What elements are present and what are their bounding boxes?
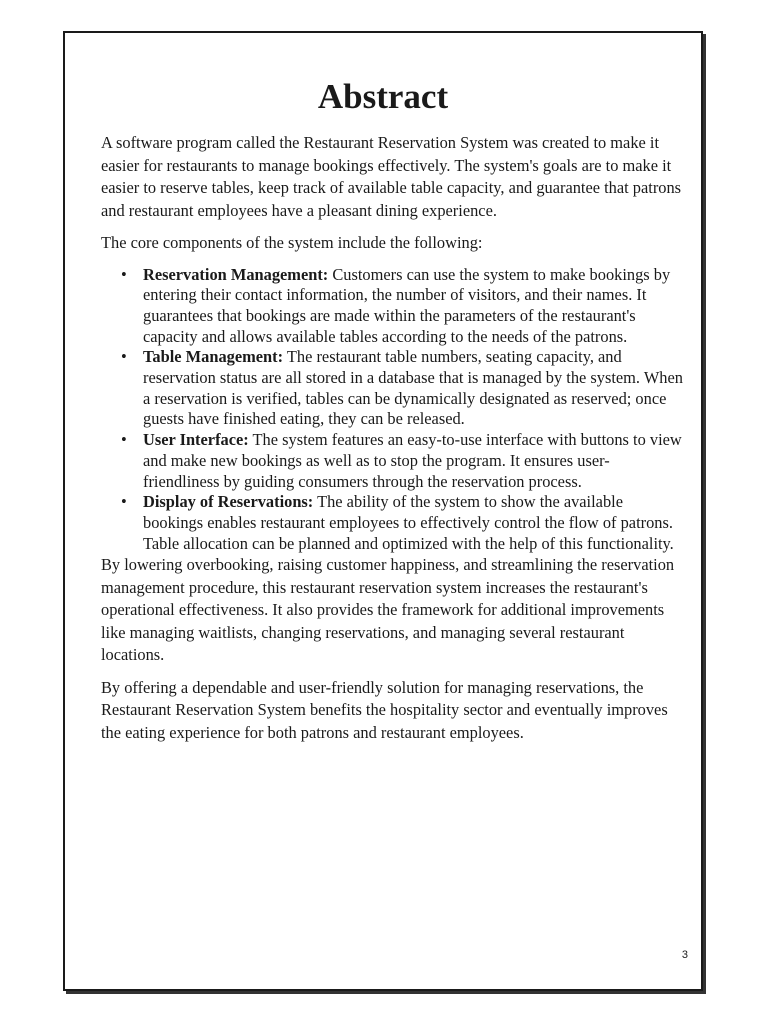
list-item — [121, 265, 685, 348]
abstract-body — [101, 132, 685, 754]
list-item — [121, 492, 685, 554]
bullet-icon: • — [121, 347, 127, 367]
bullet-icon: • — [121, 430, 127, 450]
bullet-icon: • — [121, 264, 127, 284]
page-frame — [63, 31, 703, 991]
benefits-paragraph: By lowering overbooking, raising customer happiness, and streamlining the reservation management procedure, this restaurant reservation system increases the restaurant's operational effectiveness. It also provides the framework for additional improvements like managing waitlists, changing reservations, and managing several restaurant locations. — [101, 555, 675, 665]
component-text: The system features an easy-to-use interface with buttons to view and make new bookings as well as to stop the program. It ensures user-friendliness by guiding consumers through the reservation process. — [143, 430, 682, 491]
intro-paragraph: A software program called the Restaurant Reservation System was created to make it easier for restaurants to manage bookings effectively. The system's goals are to make it easier to reserve tables, keep track of available table capacity, and guarantee that patrons and restaurant employees have a pleasant dining experience. — [101, 133, 682, 220]
component-heading: Table Management: — [143, 347, 284, 367]
component-heading: Display of Reservations: — [143, 492, 314, 512]
component-text: Customers can use the system to make bookings by entering their contact information, the number of visitors, and their names. It guarantees that bookings are made within the parameters of the restaurant's capacity and allows available tables according to the needs of the patrons. — [143, 264, 671, 346]
component-heading: Reservation Management: — [143, 264, 329, 284]
components-intro: The core components of the system include the following: — [101, 233, 483, 252]
page-title: Abstract — [317, 77, 449, 116]
bullet-icon: • — [121, 492, 127, 512]
component-heading: User Interface: — [143, 430, 249, 450]
components-list — [101, 265, 685, 555]
page-number: 3 — [681, 949, 688, 961]
closing-paragraph: By offering a dependable and user-friendly solution for managing reservations, the Restaurant Reservation System benefits the hospitality sector and eventually improves the eating experience for both patrons and restaurant employees. — [101, 677, 668, 742]
component-text: The restaurant table numbers, seating capacity, and reservation status are all stored in a database that is managed by the system. When a reservation is verified, tables can be dynamically designated as reserved; once guests have finished eating, they can be released. — [143, 347, 683, 429]
component-text: The ability of the system to show the available bookings enables restaurant employees to effectively control the flow of patrons. Table allocation can be planned and optimized with the help of this functionality. — [143, 492, 674, 553]
list-item — [121, 430, 685, 492]
list-item — [121, 347, 685, 430]
